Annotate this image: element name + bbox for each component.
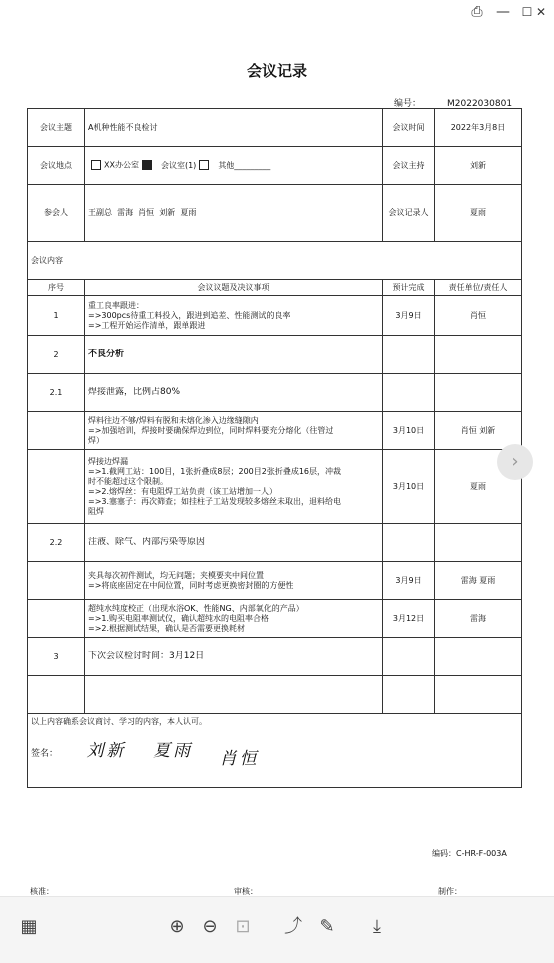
column-header-due: 预计完成 xyxy=(383,280,435,296)
fit-page-icon[interactable]: ⊡ xyxy=(235,916,251,937)
row-item xyxy=(85,524,383,562)
approve-label: 核准： xyxy=(30,887,54,896)
row-owner: 雷海 夏雨 xyxy=(435,562,522,600)
row-due: 3月9日 xyxy=(383,296,435,336)
attendees-value: 王副总 雷海 肖恒 刘新 夏雨 xyxy=(85,185,383,242)
thumbnails-icon[interactable]: ▦ xyxy=(20,916,38,937)
table-row xyxy=(28,242,522,280)
table-row xyxy=(28,524,522,562)
table-row xyxy=(28,109,522,147)
signature-row xyxy=(28,714,522,788)
row-item-line: 下次会议检讨时间：3月12日 xyxy=(88,650,205,661)
edit-icon[interactable]: ✎ xyxy=(319,916,335,937)
row-item-line: =>2.熔焊丝：有电阻焊工站负责（该工站增加一人） xyxy=(88,486,278,496)
table-row-empty xyxy=(28,676,522,714)
row-due: 3月12日 xyxy=(383,600,435,638)
review-label: 审核： xyxy=(234,887,258,896)
column-header-row xyxy=(28,280,522,296)
row-item-line: 时不能超过这个限制。 xyxy=(88,476,168,486)
row-number: 1 xyxy=(28,296,85,336)
form-code: 编码：C-HR-F-003A xyxy=(432,849,507,858)
row-item xyxy=(85,600,383,638)
zoom-out-icon[interactable]: ⊖ xyxy=(202,916,218,937)
row-number xyxy=(28,600,85,638)
viewer-toolbar xyxy=(0,896,554,963)
place-options xyxy=(85,147,383,185)
row-number: 2.2 xyxy=(28,524,85,562)
item-rows xyxy=(28,296,522,676)
row-item-line: 阻焊 xyxy=(88,506,104,516)
row-item-line: =>将底座固定在中间位置，同时考虑更换密封圈的方便性 xyxy=(88,580,294,590)
signature-line xyxy=(31,741,518,769)
row-number xyxy=(28,562,85,600)
row-item xyxy=(85,374,383,412)
checked-box-icon xyxy=(142,160,152,170)
row-due: 3月10日 xyxy=(383,450,435,524)
make-label: 制作： xyxy=(438,887,462,896)
recorder-label: 会议记录人 xyxy=(383,185,435,242)
signature-cell xyxy=(28,714,522,788)
row-item-line: 夹具每次初件测试，均无问题；夹模要夹中间位置 xyxy=(88,570,264,580)
signature-2: 夏雨 xyxy=(153,741,194,761)
row-due xyxy=(383,524,435,562)
time-value: 2022年3月8日 xyxy=(435,109,522,147)
signature-1: 刘新 xyxy=(86,741,127,761)
next-page-button[interactable]: › xyxy=(497,444,533,480)
row-due xyxy=(383,374,435,412)
checkbox-icon xyxy=(199,160,209,170)
row-item-line: =>1.截网工站：100目，1张折叠成8层；200目2张折叠成16层，冲裁 xyxy=(88,466,342,476)
confirm-text: 以上内容确系会议商讨、学习的内容，本人认可。 xyxy=(31,717,207,726)
table-row xyxy=(28,450,522,524)
row-item xyxy=(85,336,383,374)
minutes-table xyxy=(27,108,522,788)
table-row xyxy=(28,147,522,185)
signature-3: 肖恒 xyxy=(219,749,260,769)
row-owner xyxy=(435,374,522,412)
row-owner: 雷海 xyxy=(435,600,522,638)
row-number: 3 xyxy=(28,638,85,676)
row-item-line: 不良分析 xyxy=(88,348,125,359)
row-item-line: =>工程开始运作清单，跟单跟进 xyxy=(88,320,206,330)
column-header-no: 序号 xyxy=(28,280,85,296)
row-owner: 肖恒 xyxy=(435,296,522,336)
row-item-line: =>300pcs待重工料投入，跟进到追差、性能测试的良率 xyxy=(88,310,291,320)
row-number: 2 xyxy=(28,336,85,374)
time-label: 会议时间 xyxy=(383,109,435,147)
row-item-line: =>1.购买电阻率测试仪，确认超纯水的电阻率合格 xyxy=(88,613,270,623)
table-row xyxy=(28,412,522,450)
row-owner xyxy=(435,524,522,562)
download-icon[interactable]: ⤓ xyxy=(373,916,381,937)
row-item xyxy=(85,562,383,600)
empty-cell xyxy=(383,676,435,714)
zoom-in-icon[interactable]: ⊕ xyxy=(169,916,185,937)
row-owner xyxy=(435,638,522,676)
empty-cell xyxy=(28,676,85,714)
page-title: 会议记录 xyxy=(246,62,307,80)
empty-cell xyxy=(435,676,522,714)
topic-label: 会议主题 xyxy=(28,109,85,147)
close-button[interactable]: ✕ xyxy=(535,5,547,19)
table-row xyxy=(28,185,522,242)
number-label: 编号： xyxy=(394,99,422,109)
row-due xyxy=(383,638,435,676)
recorder-value: 夏雨 xyxy=(435,185,522,242)
place-option-other: 其他_________ xyxy=(218,160,271,170)
table-row xyxy=(28,638,522,676)
row-item-line: =>3.塞塞子：再次筛查；如挂柱子工站发现较多熔丝未取出，退料给电 xyxy=(88,496,342,506)
row-due: 3月10日 xyxy=(383,412,435,450)
host-label: 会议主持 xyxy=(383,147,435,185)
rotate-icon[interactable]: ⤴ xyxy=(284,916,302,937)
host-value: 刘新 xyxy=(435,147,522,185)
row-owner xyxy=(435,336,522,374)
column-header-item: 会议议题及决议事项 xyxy=(85,280,383,296)
row-item-line: 焊料往边不够/焊料有脱和未熔化渗入边缘缝隙内 xyxy=(88,415,259,425)
row-due xyxy=(383,336,435,374)
minimize-button[interactable]: — xyxy=(496,4,510,20)
row-number: 2.1 xyxy=(28,374,85,412)
checkbox-icon xyxy=(91,160,101,170)
row-item-line: 焊接泄露，比例占80% xyxy=(88,386,181,397)
attendees-label: 参会人 xyxy=(28,185,85,242)
table-row xyxy=(28,336,522,374)
row-number xyxy=(28,412,85,450)
place-option-meeting-room: 会议室(1) xyxy=(160,160,197,170)
column-header-owner: 责任单位/责任人 xyxy=(435,280,522,296)
row-item xyxy=(85,638,383,676)
row-item xyxy=(85,412,383,450)
content-label: 会议内容 xyxy=(28,242,522,280)
sign-label: 签名： xyxy=(31,749,59,759)
number-value: M2022030801 xyxy=(447,99,513,109)
row-item-line: 焊接边焊漏 xyxy=(88,456,128,466)
row-item-line: 重工良率跟进： xyxy=(88,300,144,310)
row-item-line: 注液、除气、内部污染等原因 xyxy=(88,536,206,547)
place-option-office: XX办公室 xyxy=(104,160,139,170)
table-row xyxy=(28,600,522,638)
row-item-line: 焊） xyxy=(88,435,104,445)
document-page xyxy=(0,26,554,894)
row-due: 3月9日 xyxy=(383,562,435,600)
table-row xyxy=(28,374,522,412)
print-icon[interactable]: ⎙ xyxy=(471,4,483,20)
row-item xyxy=(85,450,383,524)
table-row xyxy=(28,296,522,336)
empty-cell xyxy=(85,676,383,714)
window-titlebar xyxy=(0,0,554,24)
row-owner: 肖恒 刘新 xyxy=(435,412,522,450)
row-number xyxy=(28,450,85,524)
row-item-line: =>加强培训，焊接时要确保焊边到位，同时焊料要充分熔化（往管过 xyxy=(88,425,334,435)
row-item-line: =>2.根据测试结果，确认是否需要更换耗材 xyxy=(88,623,246,633)
maximize-button[interactable]: ☐ xyxy=(521,5,533,19)
row-item-line: 超纯水纯度校正（出现水浴OK、性能NG、内部氧化的产品） xyxy=(88,603,304,613)
place-label: 会议地点 xyxy=(28,147,85,185)
topic-value: A机种性能不良检讨 xyxy=(85,109,383,147)
table-row xyxy=(28,562,522,600)
row-owner: 夏雨 xyxy=(435,450,522,524)
row-item xyxy=(85,296,383,336)
